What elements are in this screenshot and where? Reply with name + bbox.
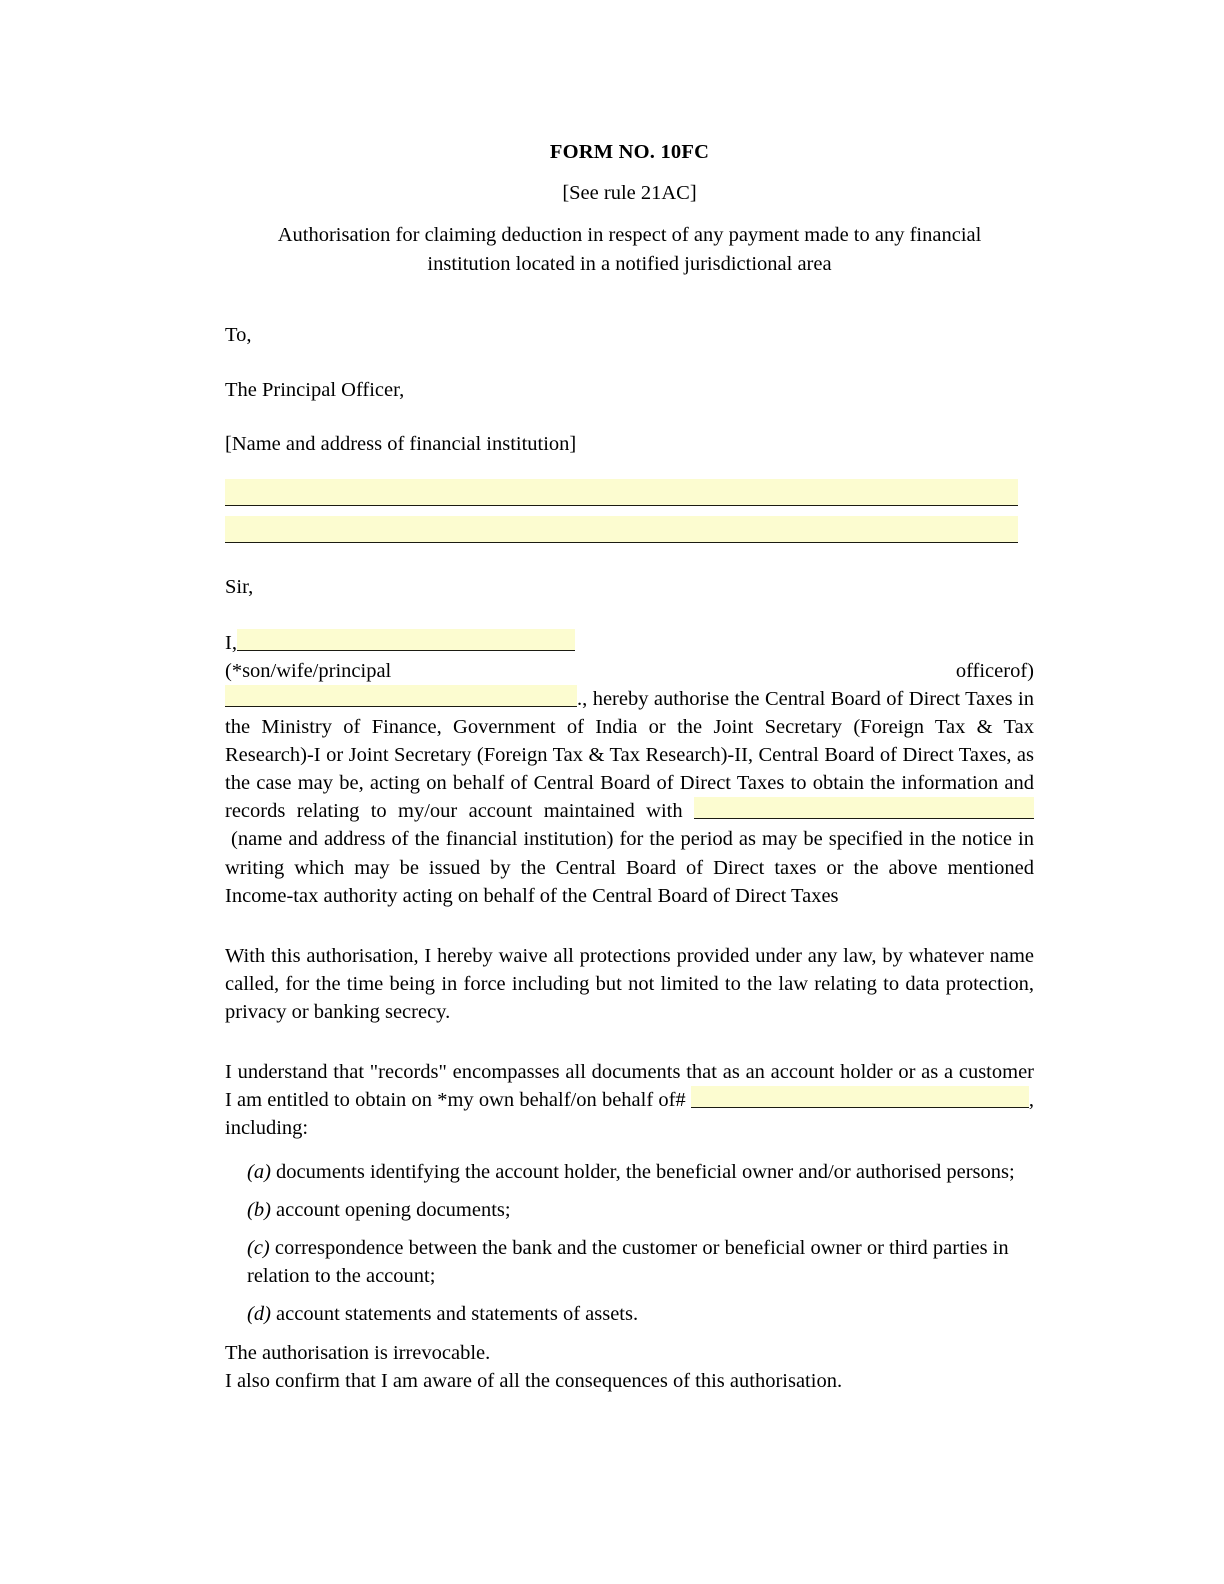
irrevocable-statement: The authorisation is irrevocable.: [225, 1341, 491, 1364]
records-text-part-2: , including:: [225, 1088, 1035, 1140]
list-item-label: (a): [247, 1161, 271, 1184]
title-block: [225, 140, 1034, 278]
page-title: FORM NO. 10FC: [549, 141, 710, 163]
list-item-label: (b): [247, 1199, 271, 1222]
list-item-text: account opening documents;: [276, 1199, 511, 1222]
document-subject: Authorisation for claiming deduction in respect of any payment made to any financial institution located in a notified jurisdictional area: [277, 224, 982, 275]
institution-name-blank[interactable]: [694, 797, 1034, 819]
records-text-part-1: I understand that "records" encompasses all documents that as an account holder or as a customer I am entitled to obtain on *my own behalf/on behalf of#: [225, 1060, 1034, 1111]
institution-address-line-2[interactable]: [225, 516, 1034, 546]
records-items-list: [225, 1158, 1034, 1328]
address-to-label: To,: [225, 323, 252, 346]
records-paragraph: [225, 1058, 1034, 1142]
capacity-of-blank[interactable]: [225, 685, 577, 707]
on-behalf-of-blank[interactable]: [691, 1086, 1029, 1108]
institution-address-line-1[interactable]: [225, 479, 1034, 509]
list-item-text: correspondence between the bank and the customer or beneficial owner or third parties in relation to the account;: [247, 1237, 1009, 1288]
list-item-label: (c): [247, 1237, 270, 1260]
list-item: [247, 1234, 1017, 1290]
address-recipient: The Principal Officer,: [225, 378, 405, 401]
document-body: [225, 0, 1034, 1395]
list-item-label: (d): [247, 1303, 271, 1326]
authorisation-lead-in: I,: [225, 631, 237, 654]
list-item-text: documents identifying the account holder, the beneficial owner and/or authorised persons;: [276, 1161, 1015, 1184]
authorisation-paragraph: [225, 629, 1034, 910]
rule-reference: [See rule 21AC]: [562, 181, 697, 204]
underline-rule: [225, 542, 1018, 543]
institution-address-blanks: [225, 479, 1034, 546]
highlight-fill: [225, 479, 1018, 505]
salutation: Sir,: [225, 575, 254, 598]
list-item: [247, 1300, 1017, 1328]
authorisation-tail-text: (name and address of the financial institution) for the period as may be specified in the notice in writing which may be issued by the Central Board of Direct taxes or the above mentioned Income-tax authority acting on behalf of the Central Board of Direct Taxes: [225, 828, 1034, 907]
officer-word: officer: [955, 659, 1011, 682]
declarant-name-blank[interactable]: [237, 629, 575, 651]
confirmation-statement: I also confirm that I am aware of all the consequences of this authorisation.: [225, 1369, 843, 1392]
address-institution-placeholder: [Name and address of financial institution]: [225, 433, 577, 456]
relation-options: (*son/wife/principal: [225, 659, 392, 682]
list-item: [247, 1158, 1017, 1186]
highlight-fill: [225, 516, 1018, 542]
authorisation-body-text: ., hereby authorise the Central Board of Direct Taxes in the Ministry of Finance, Government of India or the Joint Secretary (Foreign Tax & Tax Research)-I or Joint Secretary (Foreign Tax & Tax Research)-II, Central Board of Direct Taxes, as the case may be, acting on behalf of Central Board of Direct Taxes to obtain the information and records relating to my/our account maintained with: [225, 688, 1034, 823]
list-item: [247, 1196, 1017, 1224]
underline-rule: [225, 505, 1018, 506]
list-item-text: account statements and statements of assets.: [276, 1303, 639, 1326]
waiver-paragraph: With this authorisation, I hereby waive all protections provided under any law, by whatever name called, for the time being in force including but not limited to the law relating to data protection, privacy or banking secrecy.: [225, 944, 1034, 1023]
of-word: of): [1010, 659, 1034, 682]
